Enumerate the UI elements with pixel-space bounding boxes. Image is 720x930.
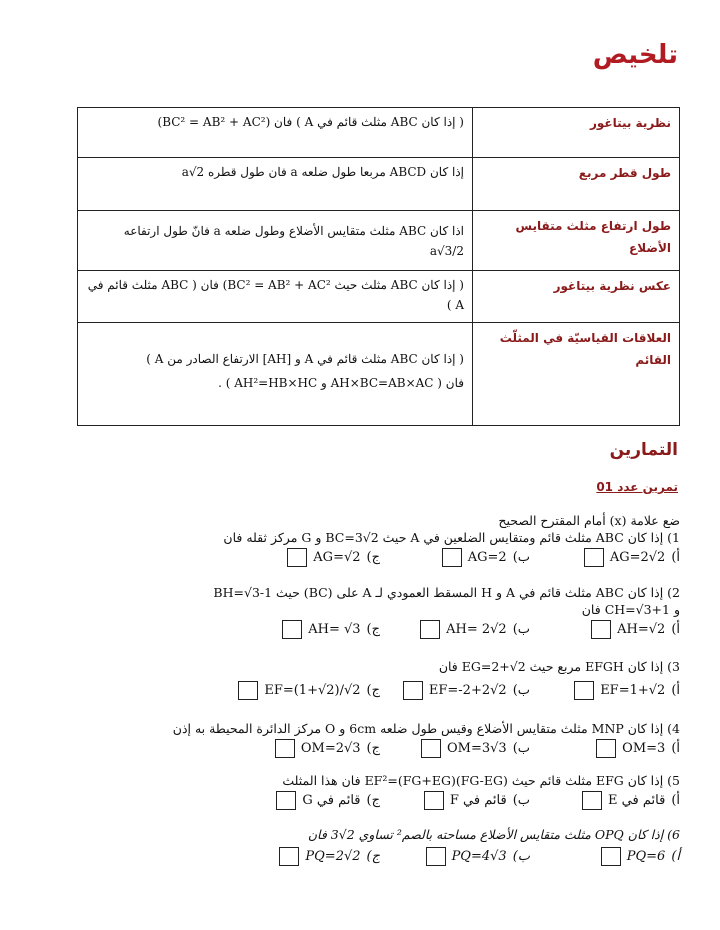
summary-definition xyxy=(78,323,473,426)
option-text: OM=2√3 xyxy=(300,741,361,756)
option-label: ب) xyxy=(512,622,530,637)
checkbox[interactable] xyxy=(287,548,307,567)
question-text: و CH=√3+1 فان xyxy=(581,602,680,617)
option-text: AG=√2 xyxy=(313,550,361,565)
checkbox[interactable] xyxy=(591,620,611,639)
options xyxy=(230,847,680,866)
checkbox[interactable] xyxy=(426,847,446,866)
option-text: EF=1+√2 xyxy=(600,683,666,698)
question-4 xyxy=(172,720,680,758)
option-c[interactable] xyxy=(230,548,380,567)
summary-row xyxy=(78,323,680,426)
checkbox[interactable] xyxy=(574,681,594,700)
checkbox[interactable] xyxy=(421,739,441,758)
question-text: 2) إذا كان ABC مثلث قائم في A و H المسقط العمودي لـ A على (BC) حيث BH=√3-1 xyxy=(213,585,680,600)
options xyxy=(230,620,680,639)
definition-line: ( إذا كان ABC مثلث حيث BC² = AB² + AC²) فان ( ABC مثلث قائم في A ) xyxy=(87,278,464,312)
option-text: AG=2√2 xyxy=(609,550,666,565)
option-label: أ) xyxy=(671,793,680,808)
option-b[interactable] xyxy=(380,791,530,810)
summary-row xyxy=(78,271,680,323)
summary-definition xyxy=(78,158,473,211)
option-label: أ) xyxy=(671,741,680,756)
summary-term: عكس نظرية بيتاغور xyxy=(473,271,680,323)
option-label: ب) xyxy=(512,793,530,808)
question-6 xyxy=(230,826,680,866)
option-label: ب) xyxy=(512,849,530,864)
option-label: ج) xyxy=(366,622,380,637)
option-text: PQ=2√2 xyxy=(305,849,361,864)
checkbox[interactable] xyxy=(279,847,299,866)
options xyxy=(230,548,680,567)
option-c[interactable] xyxy=(230,791,380,810)
summary-term: العلاقات القياسيّة في المثلّث القائم xyxy=(473,323,680,426)
option-label: أ) xyxy=(671,622,680,637)
option-c[interactable] xyxy=(230,681,380,700)
checkbox[interactable] xyxy=(584,548,604,567)
option-b[interactable] xyxy=(380,739,530,758)
summary-term: نظرية بيتاغور xyxy=(473,108,680,158)
option-label: ب) xyxy=(512,550,530,565)
option-text: EF=-2+2√2 xyxy=(428,683,507,698)
checkbox[interactable] xyxy=(276,791,296,810)
option-a[interactable] xyxy=(530,739,680,758)
option-a[interactable] xyxy=(530,620,680,639)
checkbox[interactable] xyxy=(582,791,602,810)
summary-term: طول ارتفاع مثلث متقايس الأضلاع xyxy=(473,211,680,271)
option-b[interactable] xyxy=(380,548,530,567)
checkbox[interactable] xyxy=(424,791,444,810)
option-label: أ) xyxy=(671,849,680,864)
option-label: ج) xyxy=(366,683,380,698)
question-1 xyxy=(223,512,680,567)
checkbox[interactable] xyxy=(403,681,423,700)
question-2 xyxy=(213,584,680,639)
option-text: قائم في G xyxy=(302,793,361,808)
checkbox[interactable] xyxy=(238,681,258,700)
summary-row xyxy=(78,211,680,271)
option-c[interactable] xyxy=(230,739,380,758)
question-text: 3) إذا كان EFGH مربع حيث EG=2+√2 فان xyxy=(438,659,680,674)
exercise-title: تمرين عدد 01 xyxy=(596,480,678,494)
summary-row xyxy=(78,108,680,158)
summary-definition xyxy=(78,108,473,158)
question-3 xyxy=(230,658,680,700)
option-text: EF=(1+√2)/√2 xyxy=(264,683,361,698)
instruction: ضع علامة (x) أمام المقترح الصحيح xyxy=(498,513,680,528)
option-text: OM=3 xyxy=(622,741,666,756)
question-text: 6) إذا كان OPQ مثلث متقايس الأضلاع مساحته بالصم² تساوي 2√3 فان xyxy=(307,827,680,842)
option-text: PQ=4√3 xyxy=(451,849,507,864)
question-text: 5) إذا كان EFG مثلث قائم حيث (FG-EG)(FG+EG)=EF² فان هذا المثلث xyxy=(282,773,680,788)
option-b[interactable] xyxy=(380,681,530,700)
checkbox[interactable] xyxy=(275,739,295,758)
option-label: ج) xyxy=(366,849,380,864)
question-5 xyxy=(230,772,680,810)
checkbox[interactable] xyxy=(442,548,462,567)
checkbox[interactable] xyxy=(420,620,440,639)
option-label: ج) xyxy=(366,550,380,565)
summary-term: طول قطر مربع xyxy=(473,158,680,211)
option-label: ج) xyxy=(366,793,380,808)
option-text: قائم في E xyxy=(608,793,666,808)
option-text: AG=2 xyxy=(467,550,507,565)
definition-line: إذا كان ABCD مربعا طول ضلعه a فان طول قطره a√2 xyxy=(181,165,464,179)
definition-line: فان ( AH×BC=AB×AC و AH²=HB×HC ) . xyxy=(218,376,464,390)
option-label: أ) xyxy=(671,550,680,565)
summary-table xyxy=(77,107,680,426)
option-text: AH=√2 xyxy=(617,622,666,637)
option-text: قائم في F xyxy=(449,793,507,808)
option-a[interactable] xyxy=(530,548,680,567)
option-a[interactable] xyxy=(530,791,680,810)
option-b[interactable] xyxy=(380,620,530,639)
checkbox[interactable] xyxy=(282,620,302,639)
option-b[interactable] xyxy=(380,847,530,866)
checkbox[interactable] xyxy=(596,739,616,758)
options xyxy=(230,791,680,810)
option-text: AH= 2√2 xyxy=(446,622,507,637)
checkbox[interactable] xyxy=(601,847,621,866)
page-title: تلخيص xyxy=(592,40,678,70)
definition-line: ( إذا كان ABC مثلث قائم في A و [AH] الارتفاع الصادر من A ) xyxy=(146,352,464,366)
options xyxy=(230,681,680,700)
option-a[interactable] xyxy=(530,847,680,866)
option-c[interactable] xyxy=(230,847,380,866)
option-a[interactable] xyxy=(530,681,680,700)
summary-row xyxy=(78,158,680,211)
option-label: ب) xyxy=(512,741,530,756)
question-text: 1) إذا كان ABC مثلث قائم ومتقايس الضلعين في A حيث BC=3√2 و G مركز ثقله فان xyxy=(223,530,680,545)
option-text: AH= √3 xyxy=(308,622,361,637)
definition-line: اذا كان ABC مثلث متقايس الأضلاع وطول ضلعه a فانّ طول ارتفاعه a√3/2 xyxy=(123,224,464,258)
option-label: ج) xyxy=(366,741,380,756)
question-text: 4) إذا كان MNP مثلث متقايس الأضلاع وقيس طول ضلعه 6cm و O مركز الدائرة المحيطة به إذن xyxy=(172,721,680,736)
definition-line: ( إذا كان ABC مثلث قائم في A ) فان (BC² = AB² + AC²) xyxy=(157,115,464,129)
summary-definition xyxy=(78,271,473,323)
options xyxy=(230,739,680,758)
option-label: أ) xyxy=(671,683,680,698)
option-label: ب) xyxy=(512,683,530,698)
option-text: OM=3√3 xyxy=(447,741,507,756)
exercises-heading: التمارين xyxy=(609,440,678,460)
summary-definition xyxy=(78,211,473,271)
option-text: PQ=6 xyxy=(626,849,666,864)
option-c[interactable] xyxy=(230,620,380,639)
